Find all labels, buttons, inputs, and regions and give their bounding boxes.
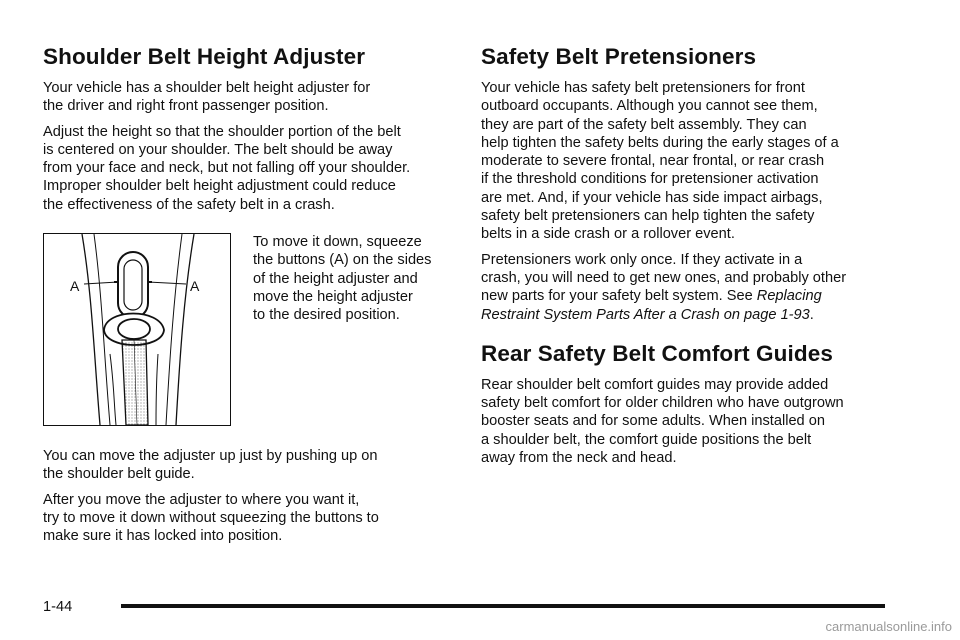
pretensioners-heading: Safety Belt Pretensioners (481, 44, 757, 69)
figure-caption-text: To move it down, squeeze the buttons (A) on the sides of the height adjuster and move the height adjuster to the desired position. (253, 234, 432, 324)
footer-rule (121, 604, 885, 608)
figure-row (43, 233, 453, 430)
shoulder-belt-heading: Shoulder Belt Height Adjuster (43, 44, 366, 69)
paragraph-lock-check: After you move the adjuster to where you want it, try to move it down without squeezing the buttons to make sure it has locked into position. (43, 491, 379, 545)
right-column (481, 44, 901, 474)
page-number: 1-44 (43, 599, 73, 615)
callout-label-left: A (70, 278, 80, 295)
callout-label-right: A (190, 278, 200, 295)
cross-reference-link[interactable]: Replacing (756, 288, 822, 305)
paragraph-adjust-height: Adjust the height so that the shoulder portion of the belt is centered on your shoulder. The belt should be away from your face and neck, but not falling off your shoulder. Improper shoulder belt height adjustment could reduce the effectiveness of the safety belt in a crash. (43, 123, 411, 213)
paragraph-adjuster-intro: Your vehicle has a shoulder belt height adjuster for the driver and right front passenger position. (43, 80, 371, 115)
cross-reference-link-cont[interactable]: Restraint System Parts After a Crash on page 1-93 (481, 306, 810, 323)
paragraph-pretensioners-intro: Your vehicle has safety belt pretensioners for front outboard occupants. Although you cannot see them, they are part of the safety belt assembly. They can help tighten the safety belts during the early stages of a moderate to severe frontal, near frontal, or rear crash if the threshold conditions for pretensioner activation are met. And, if your vehicle has side impact airbags, safety belt pretensioners can help tighten the safety belts in a side crash or a rollover event. (481, 80, 839, 243)
paragraph-pretensioners-once: Pretensioners work only once. If they activate in a crash, you will need to get new ones, and probably other new parts for your safety belt system. See Replacing Restraint System Parts After a Crash on page 1-93. (481, 251, 847, 323)
height-adjuster-illustration (43, 233, 231, 426)
watermark-text: carmanualsonline.info (825, 619, 952, 634)
paragraph-comfort-guides: Rear shoulder belt comfort guides may provide added safety belt comfort for older children who have outgrown booster seats and for some adults. When installed on a shoulder belt, the comfort guide positions the belt away from the neck and head. (481, 376, 844, 467)
paragraph-move-up: You can move the adjuster up just by pushing up on the shoulder belt guide. (43, 448, 378, 483)
height-adjuster-drawing (44, 234, 230, 425)
comfort-guides-heading: Rear Safety Belt Comfort Guides (481, 340, 833, 366)
left-column (43, 44, 453, 553)
